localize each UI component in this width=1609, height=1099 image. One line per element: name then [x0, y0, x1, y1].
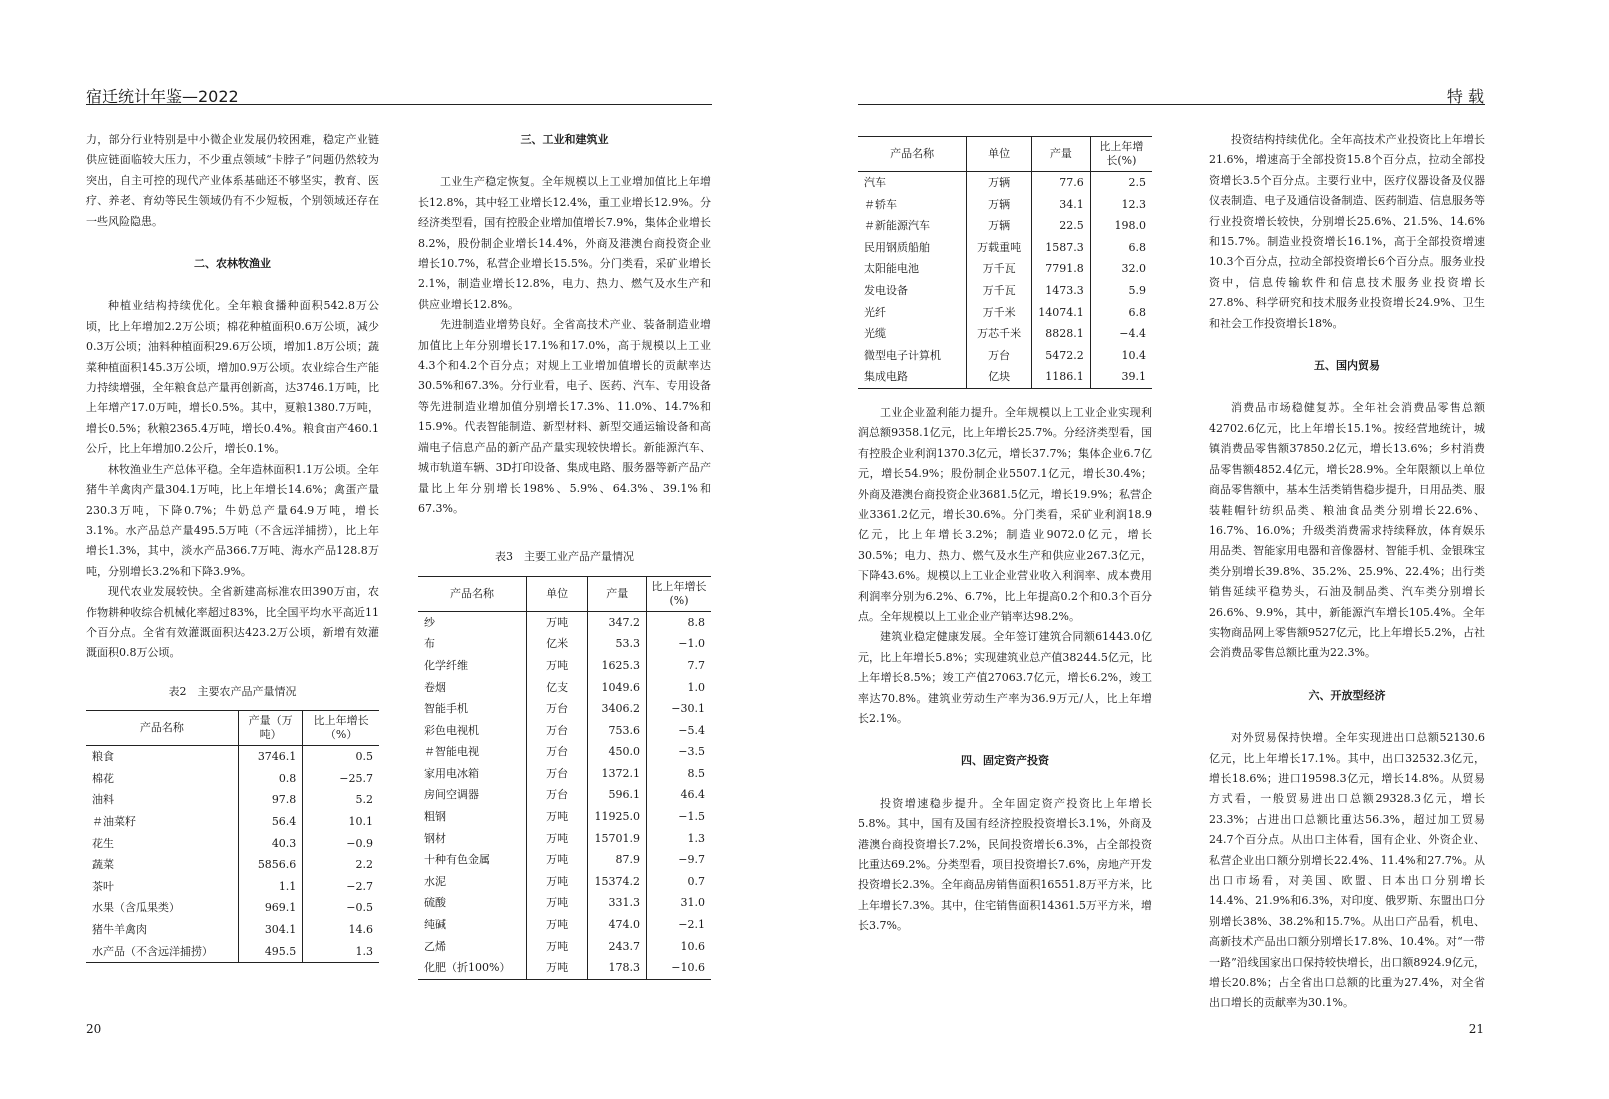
table-2: [86, 710, 379, 963]
table-cell: 家用电冰箱: [424, 766, 479, 780]
table-cell: 亿支: [526, 677, 588, 699]
table-cell: 水果（含瓜果类）: [92, 901, 180, 915]
table-row: [418, 611, 711, 633]
table-cell: −2.1: [647, 914, 711, 936]
table-body: [418, 611, 711, 979]
paragraph: 投资结构持续优化。全年高技术产业投资比上年增长21.6%，增速高于全部投资15.8个百分点，拉动全部投资增长3.5个百分点。主要行业中，医疗仪器设备及仪器仪表制造、电子及通信设备制造、医药制造、信息服务等行业投资增长较快，分别增长25.6%、21.5%、14.6%和15.7%。制造业投资增长16.1%，高于全部投资增速10.3个百分点，拉动全部投资增长6个百分点。服务业投资中，信息传输软件和信息技术服务业投资增长27.8%、科学研究和技术服务业投资增长24.9%、卫生和社会工作投资增长18%。: [1209, 133, 1485, 330]
table-row: [418, 741, 711, 763]
table-cell: 12.3: [1090, 194, 1152, 216]
table-cell: 万千瓦: [967, 258, 1032, 280]
table-cell: 万台: [526, 741, 588, 763]
table-cell: 万吨: [526, 914, 588, 936]
table-cell: 14.6: [303, 919, 379, 941]
table-cell: 10.6: [647, 936, 711, 958]
paragraph: 工业生产稳定恢复。全年规模以上工业增加值比上年增长12.8%，其中轻工业增长12.4%，重工业增长12.9%。分经济类型看，国有控股企业增加值增长7.9%，集体企业增长8.2%，股份制企业增长14.4%，外商及港澳台商投资企业增长10.7%，私营企业增长15.5%。分门类看，采矿业增长2.1%，制造业增长12.8%，电力、热力、燃气及水生产和供应业增长12.8%。: [418, 175, 711, 311]
table-cell: 5.9: [1090, 280, 1152, 302]
table-caption: 表2 主要农产品产量情况: [168, 684, 297, 698]
paragraph: 工业企业盈利能力提升。全年规模以上工业企业实现利润总额9358.1亿元，比上年增长25.7%。分经济类型看，国有控股企业利润1370.3亿元，增长37.7%；集体企业6.7亿元，增长54.9%；股份制企业5507.1亿元，增长30.4%；外商及港澳台商投资企业3681.5亿元，增长19.9%；私营企业3361.2亿元，增长30.6%。分门类看，采矿业利润18.9亿元，比上年增长3.2%；制造业9072.0亿元，增长30.5%；电力、热力、燃气及水生产和供应业267.3亿元，下降43.6%。规模以上工业企业营业收入利润率、成本费用利润率分别为6.2%、6.7%，比上年提高0.2个和0.3个百分点。全年规模以上工业企业产销率达98.2%。: [858, 405, 1152, 623]
table-row: [858, 345, 1152, 367]
table-cell: 油料: [92, 793, 114, 807]
table-row: [858, 323, 1152, 345]
column-header: 产品名称: [86, 711, 238, 746]
table-cell: −3.5: [647, 741, 711, 763]
table-cell: 布: [424, 637, 435, 651]
table-cell: −30.1: [647, 698, 711, 720]
left-column-1: [86, 130, 379, 963]
table-cell: 14074.1: [1031, 302, 1090, 324]
paragraph: 消费品市场稳健复苏。全年社会消费品零售总额42702.6亿元，比上年增长15.1%。按经营地统计，城镇消费品零售额37850.2亿元，增长13.6%；乡村消费品零售额4852.4亿元，增长28.9%。全年限额以上单位商品零售额中，基本生活类销售稳步提升，日用品类、服装鞋帽针纺织品类、粮油食品类分别增长22.6%、16.7%、16.0%；升级类消费需求持续释放，体育娱乐用品类、智能家用电器和音像器材、智能手机、金银珠宝类分别增长39.8%、35.2%、25.9%、22.4%；出行类销售延续平稳势头，石油及制品类、汽车类分别增长26.6%、9.9%，其中，新能源汽车增长105.4%。全年实物商品网上零售额9527亿元，比上年增长5.2%，占社会消费品零售总额比重为22.3%。: [1209, 401, 1485, 660]
table-row: [418, 849, 711, 871]
table-cell: 水产品（不含远洋捕捞）: [86, 941, 238, 963]
table-cell: 5856.6: [238, 854, 302, 876]
column-header: 单位: [967, 137, 1032, 172]
table-cell: 发电设备: [864, 283, 908, 297]
table-cell: ＃轿车: [864, 197, 897, 211]
section-title: 二、农林牧渔业: [194, 257, 271, 271]
table-cell: 596.1: [588, 784, 647, 806]
table-cell: 11925.0: [588, 806, 647, 828]
table-row: [418, 677, 711, 699]
table-cell: 8.8: [647, 611, 711, 633]
page-number: 20: [86, 1022, 102, 1036]
table-cell: 乙烯: [424, 939, 446, 953]
table-cell: 硫酸: [424, 896, 446, 910]
table-cell: 15701.9: [588, 828, 647, 850]
table-cell: 87.9: [588, 849, 647, 871]
table-cell: 34.1: [1031, 194, 1090, 216]
header-rule: [86, 104, 712, 105]
table-cell: 花生: [92, 836, 114, 850]
table-cell: 万台: [967, 345, 1032, 367]
table-cell: 房间空调器: [424, 788, 479, 802]
table-cell: 万吨: [526, 849, 588, 871]
table-row: [858, 215, 1152, 237]
table-cell: −0.9: [303, 833, 379, 855]
table-cell: −10.6: [647, 957, 711, 979]
table-cell: 粗钢: [424, 810, 446, 824]
table-row: [418, 655, 711, 677]
table-cell: 7.7: [647, 655, 711, 677]
page-number: 21: [1468, 1022, 1484, 1036]
table-row: [86, 768, 379, 790]
table-cell: 2.5: [1090, 172, 1152, 194]
table-cell: 纱: [424, 615, 435, 629]
table-cell: 77.6: [1031, 172, 1090, 194]
paragraph: 现代农业发展较快。全省新建高标准农田390万亩，农作物耕种收综合机械化率超过83%，比全国平均水平高近11个百分点。全省有效灌溉面积达423.2万公顷，新增有效灌溉面积0.8万公顷。: [86, 585, 379, 660]
table-cell: 2.2: [303, 854, 379, 876]
table-cell: ＃油菜籽: [92, 814, 136, 828]
table-row: [86, 941, 379, 963]
table-cell: 万吨: [526, 611, 588, 633]
table-cell: ＃新能源汽车: [864, 219, 930, 233]
table-row: [418, 914, 711, 936]
table-row: [418, 806, 711, 828]
paragraph: 建筑业稳定健康发展。全年签订建筑合同额61443.0亿元，比上年增长5.8%；实现建筑业总产值38244.5亿元，比上年增长8.5%；竣工产值27063.7亿元，增长6.2%，竣工率达70.8%。建筑业劳动生产率为36.9万元/人，比上年增长2.1%。: [858, 630, 1152, 726]
table-cell: −1.0: [647, 633, 711, 655]
table-cell: 万吨: [526, 871, 588, 893]
table-cell: 1049.6: [588, 677, 647, 699]
table-cell: 15374.2: [588, 871, 647, 893]
table-cell: 1625.3: [588, 655, 647, 677]
table-cell: 39.1: [1090, 366, 1152, 388]
table-cell: 光缆: [864, 327, 886, 341]
table-cell: 8.5: [647, 763, 711, 785]
table-cell: 0.5: [303, 746, 379, 768]
table-cell: 水泥: [424, 874, 446, 888]
table-cell: 万台: [526, 763, 588, 785]
table-cell: 十种有色金属: [424, 853, 490, 867]
table-cell: 万吨: [526, 828, 588, 850]
table-cell: 1.1: [238, 876, 302, 898]
table-row: [86, 854, 379, 876]
table-cell: 474.0: [588, 914, 647, 936]
table-cell: 1587.3: [1031, 237, 1090, 259]
table-cell: 万台: [526, 698, 588, 720]
table-row: [418, 698, 711, 720]
column-header: 产品名称: [858, 137, 967, 172]
table-cell: 卷烟: [424, 680, 446, 694]
table-cell: 40.3: [238, 833, 302, 855]
table-cell: 亿块: [967, 366, 1032, 388]
column-header: 比上年增长（%）: [303, 711, 379, 746]
section-title: 三、工业和建筑业: [520, 133, 609, 146]
table-cell: 棉花: [92, 771, 114, 785]
table-cell: 光纤: [864, 305, 886, 319]
table-cell: 178.3: [588, 957, 647, 979]
table-row: [418, 633, 711, 655]
table-cell: 22.5: [1031, 215, 1090, 237]
table-cell: 万辆: [967, 215, 1032, 237]
section-title: 五、国内贸易: [1314, 359, 1380, 373]
table-row: [858, 237, 1152, 259]
column-header: 单位: [526, 576, 588, 611]
table-cell: −2.7: [303, 876, 379, 898]
table-cell: 495.5: [238, 941, 302, 963]
intro-paragraph: 力，部分行业特别是中小微企业发展仍较困难，稳定产业链供应链面临较大压力，不少重点领域“卡脖子”问题仍然较为突出，自主可控的现代产业体系基础还不够坚实，教育、医疗、养老、育幼等民生领域仍有不少短板，个别领域还存在一些风险隐患。: [86, 133, 379, 228]
table-cell: 万辆: [967, 194, 1032, 216]
table-cell: −0.5: [303, 897, 379, 919]
column-header: 比上年增长(%): [647, 576, 711, 611]
table-cell: 钢材: [424, 831, 446, 845]
running-header: 特 载: [1446, 87, 1484, 106]
table-cell: 万台: [526, 720, 588, 742]
table-cell: −9.7: [647, 849, 711, 871]
table-cell: 微型电子计算机: [864, 348, 941, 362]
table-cell: 10.4: [1090, 345, 1152, 367]
left-page: [0, 0, 800, 1099]
table-cell: 56.4: [238, 811, 302, 833]
table-cell: 347.2: [588, 611, 647, 633]
table-cell: 万吨: [526, 957, 588, 979]
table-cell: 1.3: [647, 828, 711, 850]
column-header: 产品名称: [418, 576, 526, 611]
table-cell: 猪牛羊禽肉: [92, 922, 147, 936]
table-cell: 集成电路: [858, 366, 967, 388]
table-cell: 198.0: [1090, 215, 1152, 237]
table-cell: 10.1: [303, 811, 379, 833]
table-cell: ＃智能电视: [424, 745, 479, 759]
table-cell: 753.6: [588, 720, 647, 742]
table-cell: 1.0: [647, 677, 711, 699]
paragraph: 种植业结构持续优化。全年粮食播种面积542.8万公顷，比上年增加2.2万公顷；棉花种植面积0.6万公顷，减少0.3万公顷；油料种植面积29.6万公顷，增加1.8万公顷；蔬菜种植面积145.3万公顷，增加0.9万公顷。农业综合生产能力持续增强，全年粮食总产量再创新高，达3746.1万吨，比上年增产17.0万吨，增长0.5%。其中，夏粮1380.7万吨，增长0.5%；秋粮2365.4万吨，增长0.4%。粮食亩产460.1公斤，比上年增加0.2公斤，增长0.1%。: [86, 299, 379, 456]
table-cell: 0.7: [647, 871, 711, 893]
table-row: [418, 828, 711, 850]
table-row: [858, 194, 1152, 216]
section-title: 四、固定资产投资: [961, 754, 1049, 768]
table-row: [858, 172, 1152, 194]
table-cell: 304.1: [238, 919, 302, 941]
table-row: [858, 258, 1152, 280]
table-cell: 243.7: [588, 936, 647, 958]
table-row: [86, 833, 379, 855]
table-row: [418, 720, 711, 742]
table-row: [418, 892, 711, 914]
table-cell: 万芯千米: [967, 323, 1032, 345]
table-cell: −1.5: [647, 806, 711, 828]
table-row: [858, 280, 1152, 302]
table-cell: 1186.1: [1031, 366, 1090, 388]
table-row: [858, 366, 1152, 388]
table-row: [418, 957, 711, 979]
table-cell: 化肥（折100%）: [418, 957, 526, 979]
table-cell: 蔬菜: [92, 858, 114, 872]
table-cell: 969.1: [238, 897, 302, 919]
table-cell: 茶叶: [92, 879, 114, 893]
table-cell: 太阳能电池: [864, 262, 919, 276]
table-row: [418, 763, 711, 785]
table-cell: 1372.1: [588, 763, 647, 785]
table-cell: 3746.1: [238, 746, 302, 768]
table-cell: 化学纤维: [424, 658, 468, 672]
table-row: [86, 876, 379, 898]
column-header: 比上年增长(%): [1090, 137, 1152, 172]
table-cell: 智能手机: [424, 702, 468, 716]
table-row: [86, 789, 379, 811]
table-cell: 46.4: [647, 784, 711, 806]
running-header: 宿迁统计年鉴—2022: [86, 87, 239, 106]
table-cell: 万载重吨: [967, 237, 1032, 259]
table-body: [858, 172, 1152, 389]
table-3-continued: [858, 136, 1152, 389]
table-cell: 万吨: [526, 655, 588, 677]
table-row: [418, 936, 711, 958]
table-cell: 粮食: [92, 750, 114, 764]
table-cell: 亿米: [526, 633, 588, 655]
table-cell: 纯碱: [424, 918, 446, 932]
table-cell: 3406.2: [588, 698, 647, 720]
table-row: [86, 897, 379, 919]
table-row: [418, 871, 711, 893]
table-cell: 5.2: [303, 789, 379, 811]
table-cell: 8828.1: [1031, 323, 1090, 345]
table-cell: 6.8: [1090, 237, 1152, 259]
table-caption: 表3 主要工业产品产量情况: [495, 550, 634, 564]
table-cell: 万吨: [526, 806, 588, 828]
table-cell: 民用钢质船舶: [864, 240, 930, 254]
right-column-2: [1209, 130, 1485, 1014]
table-cell: 31.0: [647, 892, 711, 914]
table-row: [858, 302, 1152, 324]
table-cell: −5.4: [647, 720, 711, 742]
table-row: [86, 811, 379, 833]
table-cell: 汽车: [864, 176, 886, 189]
column-header: 产量: [588, 576, 647, 611]
table-cell: 97.8: [238, 789, 302, 811]
table-cell: 6.8: [1090, 302, 1152, 324]
table-cell: 1.3: [303, 941, 379, 963]
section-title: 六、开放型经济: [1308, 688, 1386, 702]
table-cell: 331.3: [588, 892, 647, 914]
table-cell: 万千瓦: [967, 280, 1032, 302]
table-cell: 7791.8: [1031, 258, 1090, 280]
table-cell: 450.0: [588, 741, 647, 763]
table-cell: 彩色电视机: [424, 723, 479, 737]
table-cell: 1473.3: [1031, 280, 1090, 302]
table-cell: 53.3: [588, 633, 647, 655]
table-row: [86, 919, 379, 941]
column-header: 产量（万吨）: [238, 711, 302, 746]
table-cell: 5472.2: [1031, 345, 1090, 367]
header-rule: [858, 104, 1485, 105]
paragraph: 林牧渔业生产总体平稳。全年造林面积1.1万公顷。全年猪牛羊禽肉产量304.1万吨，比上年增长14.6%；禽蛋产量230.3万吨，下降0.7%；牛奶总产量64.9万吨，增长3.1%。水产品总产量495.5万吨（不含远洋捕捞），比上年增长1.3%，其中，淡水产品366.7万吨、海水产品128.8万吨，分别增长3.2%和下降3.9%。: [86, 462, 379, 578]
table-body: [86, 746, 379, 963]
table-row: [418, 784, 711, 806]
column-header: 产量: [1031, 137, 1090, 172]
paragraph: 先进制造业增势良好。全省高技术产业、装备制造业增加值比上年分别增长17.1%和17.0%，高于规模以上工业4.3个和4.2个百分点；对规上工业增加值增长的贡献率达30.5%和67.3%。分行业看，电子、医药、汽车、专用设备等先进制造业增加值分别增长17.3%、11.0%、14.7%和15.9%。代表智能制造、新型材料、新型交通运输设备和高端电子信息产品的新产品产量实现较快增长。新能源汽车、城市轨道车辆、3D打印设备、集成电路、服务器等新产品产量比上年分别增长198%、5.9%、64.3%、39.1%和67.3%。: [418, 318, 711, 515]
table-cell: 万吨: [526, 936, 588, 958]
table-cell: 32.0: [1090, 258, 1152, 280]
paragraph: 投资增速稳步提升。全年固定资产投资比上年增长5.8%。其中，国有及国有经济控股投资增长3.1%，外商及港澳台商投资增长7.2%，民间投资增长6.3%，占全部投资比重达69.2%。分类型看，项目投资增长7.6%，房地产开发投资增长2.3%。全年商品房销售面积16551.8万平方米，比上年增长7.3%。其中，住宅销售面积14361.5万平方米，增长3.7%。: [858, 796, 1152, 933]
table-cell: −4.4: [1090, 323, 1152, 345]
table-cell: 万千米: [967, 302, 1032, 324]
table-cell: −25.7: [303, 768, 379, 790]
paragraph: 对外贸易保持快增。全年实现进出口总额52130.6亿元，比上年增长17.1%。其中，出口32532.3亿元，增长18.6%；进口19598.3亿元，增长14.8%。从贸易方式看，一般贸易进出口总额29328.3亿元，增长23.3%；占进出口总额比重达56.3%，超过加工贸易24.7个百分点。从出口主体看，国有企业、外资企业、私营企业出口额分别增长22.4%、11.4%和27.7%。从出口市场看，对美国、欧盟、日本出口分别增长14.4%、21.9%和6.3%，对印度、俄罗斯、东盟出口分别增长38%、38.2%和15.7%。从出口产品看，机电、高新技术产品出口额分别增长17.8%、10.4%。对“一带一路”沿线国家出口保持较快增长，出口额8924.9亿元，增长20.8%；占全省出口总额的比重为27.4%，对全省出口增长的贡献率为30.1%。: [1209, 731, 1485, 1010]
table-cell: 万台: [526, 784, 588, 806]
table-cell: 0.8: [238, 768, 302, 790]
right-column-1: [858, 136, 1152, 937]
left-column-2: [418, 130, 711, 980]
right-page: [800, 0, 1609, 1099]
table-row: [86, 746, 379, 768]
table-3: [418, 576, 711, 980]
table-cell: 万辆: [967, 172, 1032, 194]
table-cell: 万吨: [526, 892, 588, 914]
